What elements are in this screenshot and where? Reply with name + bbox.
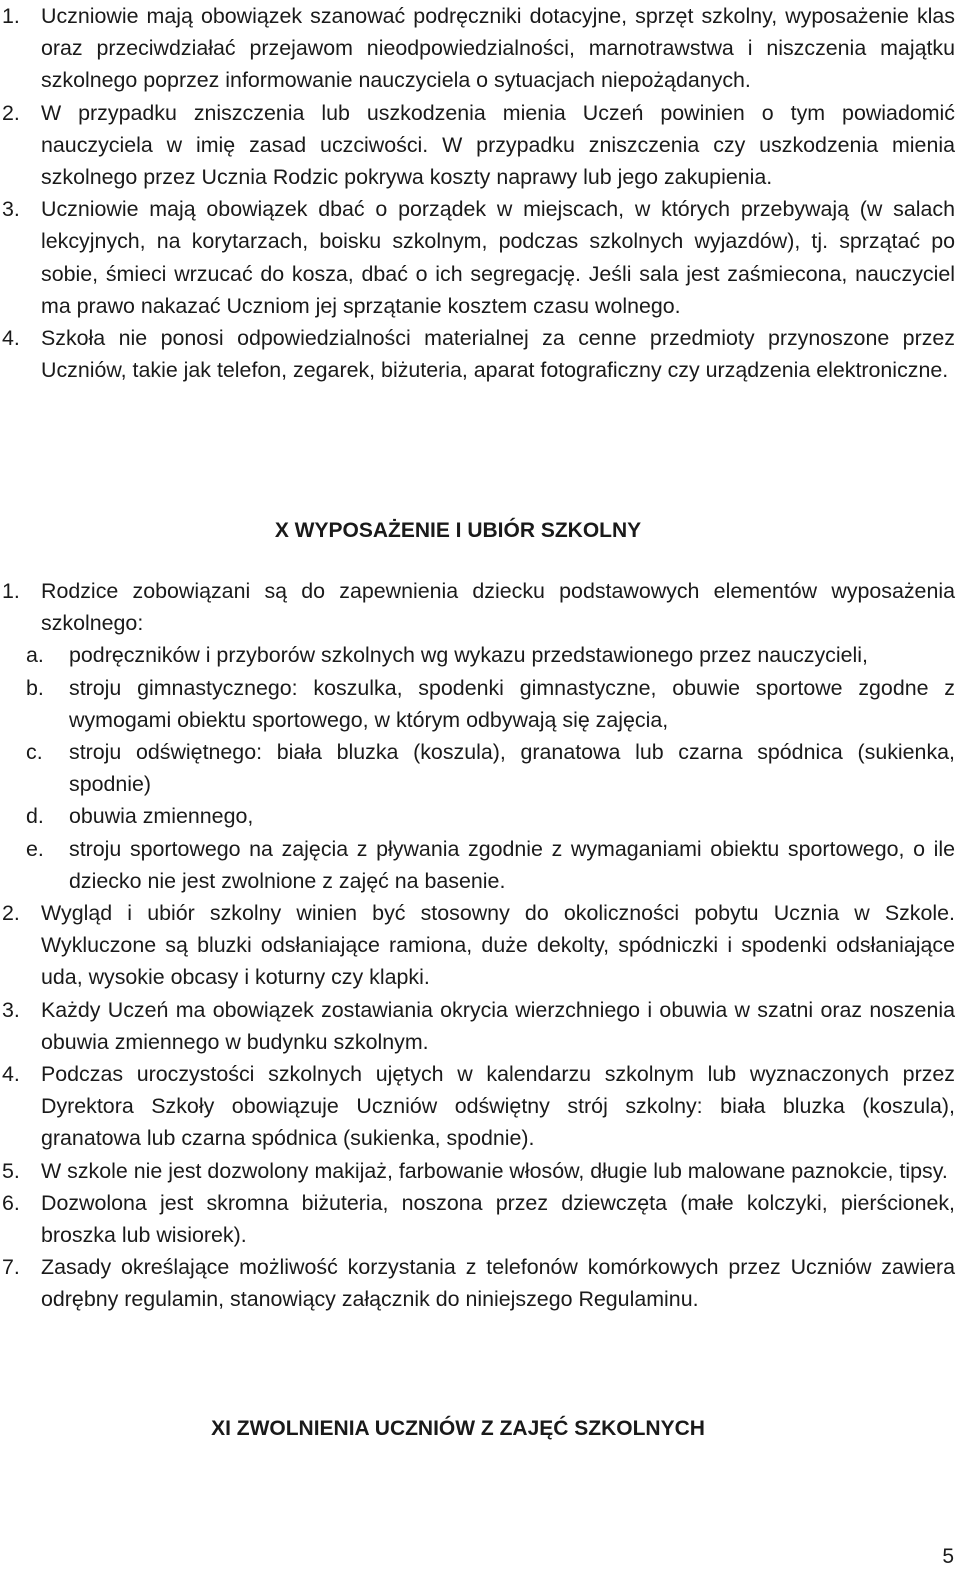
sub-item-letter: c. (26, 740, 43, 765)
sub-item-text: stroju sportowego na zajęcia z pływania zgodnie z wymaganiami obiektu sportowego, o ile dziecko nie jest zwolnione z zajęć na basenie. (69, 836, 955, 893)
list-item (0, 1058, 955, 1155)
list-item (0, 994, 955, 1058)
item-number: 1. (2, 4, 20, 28)
item-text: Uczniowie mają obowiązek szanować podręczniki dotacyjne, sprzęt szkolny, wyposażenie klas oraz przeciwdziałać przejawom nieodpowiedzialności, marnotrawstwa i niszczenia majątku szkolnego poprzez informowanie nauczyciela o sytuacjach niepożądanych. (41, 4, 955, 93)
item-text: W przypadku zniszczenia lub uszkodzenia mienia Uczeń powinien o tym powiadomić nauczyciela w imię zasad uczciwości. W przypadku zniszczenia czy uszkodzenia mienia szkolnego przez Ucznia Rodzic pokrywa koszty naprawy lub jego zakupienia. (41, 100, 955, 190)
item-number: 2. (2, 100, 20, 125)
sub-list-item (0, 800, 955, 832)
section-heading-exemptions: XI ZWOLNIENIA UCZNIÓW Z ZAJĘĆ SZKOLNYCH (211, 1417, 705, 1440)
item-number: 2. (2, 901, 20, 926)
list-item (0, 322, 955, 386)
list-item (0, 1155, 955, 1187)
sub-item-letter: a. (26, 643, 44, 668)
sub-item-text: obuwia zmiennego, (69, 804, 254, 829)
item-text: Zasady określające możliwość korzystania z telefonów komórkowych przez Uczniów zawiera odrębny regulamin, stanowiący załącznik do niniejszego Regulaminu. (41, 1255, 955, 1312)
item-text: Dozwolona jest skromna biżuteria, noszona przez dziewczęta (małe kolczyki, pierścionek, broszka lub wisiorek). (41, 1190, 955, 1248)
item-number: 4. (2, 1062, 20, 1087)
list-item (0, 575, 955, 897)
page-number: 5 (942, 1545, 954, 1568)
rules-list-equipment-dress (0, 575, 955, 1316)
item-text: Każdy Uczeń ma obowiązek zostawiania okrycia wierzchniego i obuwia w szatni oraz noszenia obuwia zmiennego w budynku szkolnym. (41, 997, 955, 1054)
item-text: Uczniowie mają obowiązek dbać o porządek w miejscach, w których przebywają (w salach lekcyjnych, na korytarzach, boisku szkolnym, podczas szkolnych wyjazdów), tj. sprzątać po sobie, śmieci wrzucać do kosza, dbać o ich segregację. Jeśli sala jest zaśmiecona, nauczyciel ma prawo nakazać Uczniom jej sprzątanie kosztem czasu wolnego. (41, 197, 955, 318)
list-item (0, 193, 955, 322)
item-text: Rodzice zobowiązani są do zapewnienia dziecku podstawowych elementów wyposażenia szkolnego: (41, 579, 955, 636)
item-number: 6. (2, 1190, 20, 1215)
sub-item-text: stroju gimnastycznego: koszulka, spodenki gimnastyczne, obuwie sportowe zgodne z wymogami obiektu sportowego, w którym odbywają się zajęcia, (69, 675, 955, 732)
sub-list-item (0, 672, 955, 736)
list-item (0, 1251, 955, 1315)
sub-item-text: podręczników i przyborów szkolnych wg wykazu przedstawionego przez nauczycieli, (69, 643, 868, 668)
item-number: 5. (2, 1158, 20, 1183)
item-text: Wygląd i ubiór szkolny winien być stosowny do okoliczności pobytu Ucznia w Szkole. Wykluczone są bluzki odsłaniające ramiona, duże dekolty, spódniczki i spodenki odsłaniające uda, wysokie obcasy i koturny czy klapki. (41, 901, 955, 990)
list-item (0, 897, 955, 994)
section-heading-equipment-dress: X WYPOSAŻENIE I UBIÓR SZKOLNY (274, 519, 642, 542)
rules-list-school-property (0, 0, 955, 386)
sub-list-item (0, 833, 955, 897)
sub-list (0, 639, 955, 897)
item-number: 3. (2, 997, 20, 1022)
item-number: 3. (2, 197, 20, 222)
sub-list-item (0, 639, 955, 671)
item-text: Szkoła nie ponosi odpowiedzialności materialnej za cenne przedmioty przynoszone przez Uczniów, takie jak telefon, zegarek, biżuteria, aparat fotograficzny czy urządzenia elektroniczne. (41, 326, 955, 383)
list-item (0, 0, 955, 97)
list-item (0, 97, 955, 194)
item-number: 4. (2, 326, 20, 351)
item-number: 1. (2, 579, 20, 603)
item-text: W szkole nie jest dozwolony makijaż, farbowanie włosów, długie lub malowane paznokcie, tipsy. (41, 1158, 948, 1183)
sub-item-letter: b. (26, 675, 44, 700)
item-text: Podczas uroczystości szkolnych ujętych w kalendarzu szkolnym lub wyznaczonych przez Dyrektora Szkoły obowiązuje Uczniów odświętny strój szkolny: biała bluzka (koszula), granatowa lub czarna spódnica (sukienka, spodnie). (41, 1062, 955, 1151)
sub-list-item (0, 736, 955, 800)
sub-item-letter: d. (26, 804, 44, 829)
sub-item-letter: e. (26, 836, 44, 861)
sub-item-text: stroju odświętnego: biała bluzka (koszula), granatowa lub czarna spódnica (sukienka, spodnie) (69, 740, 955, 797)
item-number: 7. (2, 1255, 20, 1280)
list-item (0, 1187, 955, 1251)
